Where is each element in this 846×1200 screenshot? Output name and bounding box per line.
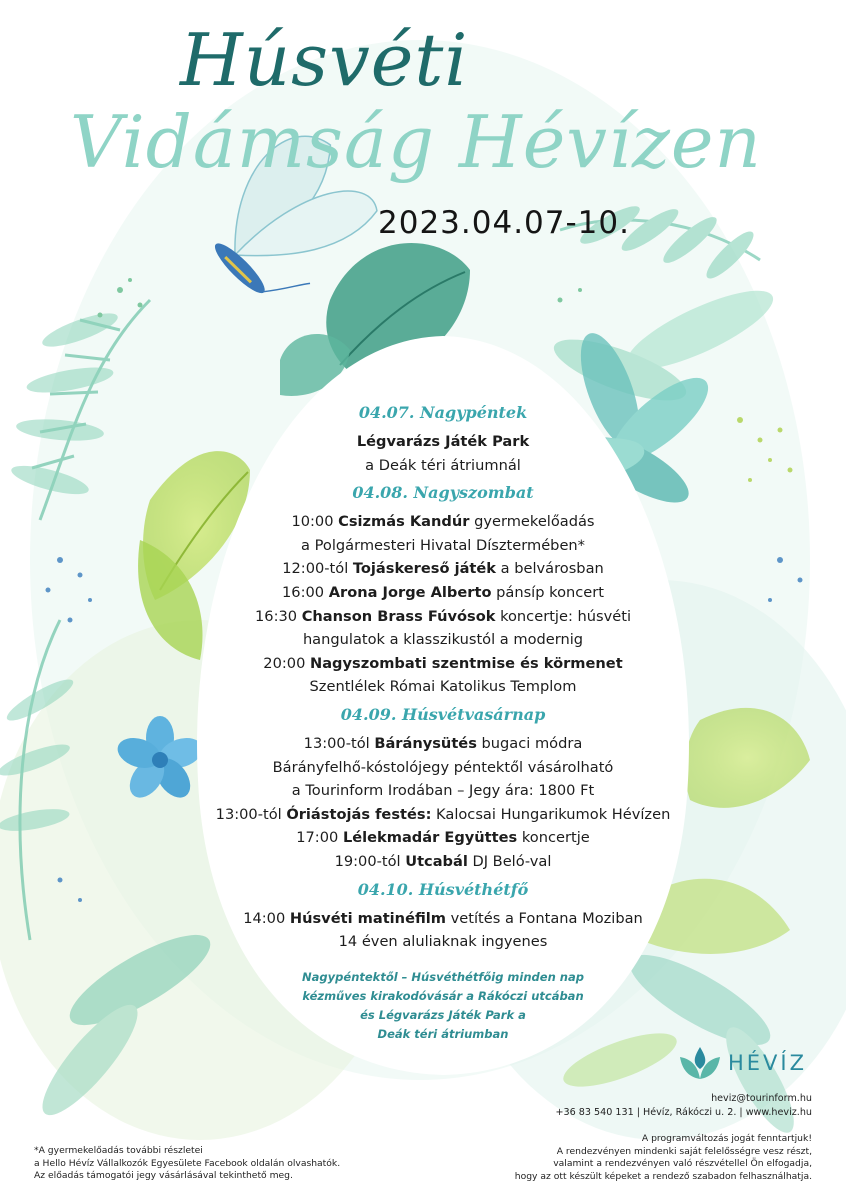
event-text: 17:00 [296, 829, 343, 847]
daily-notice-line: kézműves kirakodóvásár a Rákóczi utcában [302, 988, 584, 1003]
event-text: Szentlélek Római Katolikus Templom [309, 678, 577, 696]
event-text: pánsíp koncert [491, 583, 604, 601]
footnote-line: a Hello Hévíz Vállalkozók Egyesülete Facebook oldalán olvashatók. [34, 1157, 341, 1169]
event-text: a Tourinform Irodában – Jegy ára: 1800 Ft [291, 782, 595, 800]
event-line [200, 675, 686, 699]
event-text: gyermekelőadás [469, 513, 595, 531]
event-text: a Polgármesteri Hivatal Dísztermében* [301, 536, 585, 554]
event-name: Csizmás Kandúr [338, 513, 470, 531]
day-heading: 04.10. Húsvéthétfő [357, 879, 529, 899]
event-text: 12:00-tól [282, 560, 353, 578]
event-name: Óriástojás festés: [286, 805, 432, 823]
day-heading: 04.09. Húsvétvasárnap [340, 704, 546, 724]
footnote-line: *A gyermekelőadás további részletei [34, 1145, 203, 1156]
program-list [200, 403, 686, 1044]
event-line [200, 605, 686, 629]
brand-name: HÉVÍZ [728, 1051, 808, 1075]
event-line [200, 534, 686, 558]
event-text: DJ Beló-val [467, 852, 552, 870]
event-line [200, 850, 686, 874]
disclaimer-line: valamint a rendezvényen való részvétellel Ön elfogadja, [553, 1158, 812, 1169]
heviz-lotus-drop-icon [678, 1045, 722, 1081]
disclaimer-line: A programváltozás jogát fenntartjuk! [641, 1133, 812, 1144]
event-text: 13:00-tól [215, 805, 287, 823]
daily-notice [200, 968, 686, 1044]
disclaimer-line: hogy az ott készült képeket a rendező szabadon felhasználhatja. [514, 1170, 812, 1182]
event-line [200, 907, 686, 931]
event-line [200, 930, 686, 954]
event-dates: 2023.04.07-10. [378, 205, 630, 241]
event-text: Kalocsai Hungarikumok Hévízen [431, 805, 671, 823]
title-line-2: Vidámság Hévízen [70, 100, 762, 184]
day-block [200, 705, 686, 874]
contact-email[interactable]: heviz@tourinform.hu [711, 1093, 812, 1104]
event-line [200, 430, 686, 454]
event-name: Légvarázs Játék Park [356, 433, 530, 450]
event-line [200, 732, 686, 756]
event-name: Báránysütés [374, 734, 477, 752]
event-line [200, 756, 686, 780]
event-text: koncertje: húsvéti [495, 607, 631, 625]
contact-phone-address-web: +36 83 540 131 | Hévíz, Rákóczi u. 2. | www.heviz.hu [555, 1106, 812, 1118]
event-line [200, 454, 686, 478]
event-line [200, 652, 686, 676]
event-name: Húsvéti matinéfilm [289, 909, 446, 927]
event-line [200, 510, 686, 534]
day-block [200, 403, 686, 477]
event-text: vetítés a Fontana Moziban [446, 909, 643, 927]
event-text: 20:00 [263, 654, 310, 672]
event-text: koncertje [517, 829, 590, 847]
event-text: Bárányfelhő-kóstolójegy péntektől vásárolható [272, 758, 614, 776]
event-line [200, 581, 686, 605]
event-line [200, 557, 686, 581]
event-line [200, 826, 686, 850]
event-line [200, 803, 686, 827]
daily-notice-line: Nagypéntektől – Húsvéthétfőig minden nap [302, 969, 584, 984]
day-heading: 04.08. Nagyszombat [352, 483, 534, 503]
event-name: Arona Jorge Alberto [328, 583, 492, 601]
event-name: Nagyszombati szentmise és körmenet [310, 654, 623, 672]
day-block [200, 483, 686, 699]
day-block [200, 880, 686, 954]
event-name: Chanson Brass Fúvósok [301, 607, 496, 625]
event-text: a belvárosban [496, 560, 604, 578]
event-text: 16:00 [282, 583, 329, 601]
event-text: 10:00 [291, 513, 339, 531]
event-text: bugaci módra [476, 734, 583, 752]
event-text: a Deák téri átriumnál [365, 456, 521, 474]
heviz-logo [678, 1045, 808, 1085]
disclaimer-line: A rendezvényen mindenki saját felelősségre vesz részt, [556, 1145, 812, 1157]
day-heading: 04.07. Nagypéntek [358, 403, 528, 422]
daily-notice-line: Deák téri átriumban [377, 1026, 509, 1041]
event-line [200, 779, 686, 803]
event-text: hangulatok a klasszikustól a modernig [302, 631, 584, 649]
event-text: 14:00 [243, 909, 290, 927]
event-text: 19:00-tól [334, 852, 406, 870]
event-name: Lélekmadár Együttes [342, 829, 518, 847]
footnote-line: Az előadás támogatói jegy vásárlásával tekinthető meg. [34, 1170, 293, 1181]
daily-notice-line: és Légvarázs Játék Park a [360, 1007, 526, 1022]
event-text: 16:30 [255, 607, 302, 625]
event-line [200, 628, 686, 652]
event-name: Tojáskereső játék [352, 560, 496, 578]
title-line-1: Húsvéti [180, 18, 469, 102]
event-text: 13:00-tól [303, 734, 375, 752]
footnote [34, 1145, 340, 1183]
event-name: Utcabál [405, 852, 468, 870]
event-text: 14 éven aluliaknak ingyenes [338, 933, 548, 951]
contact-info [555, 1092, 812, 1119]
disclaimer [515, 1133, 812, 1183]
